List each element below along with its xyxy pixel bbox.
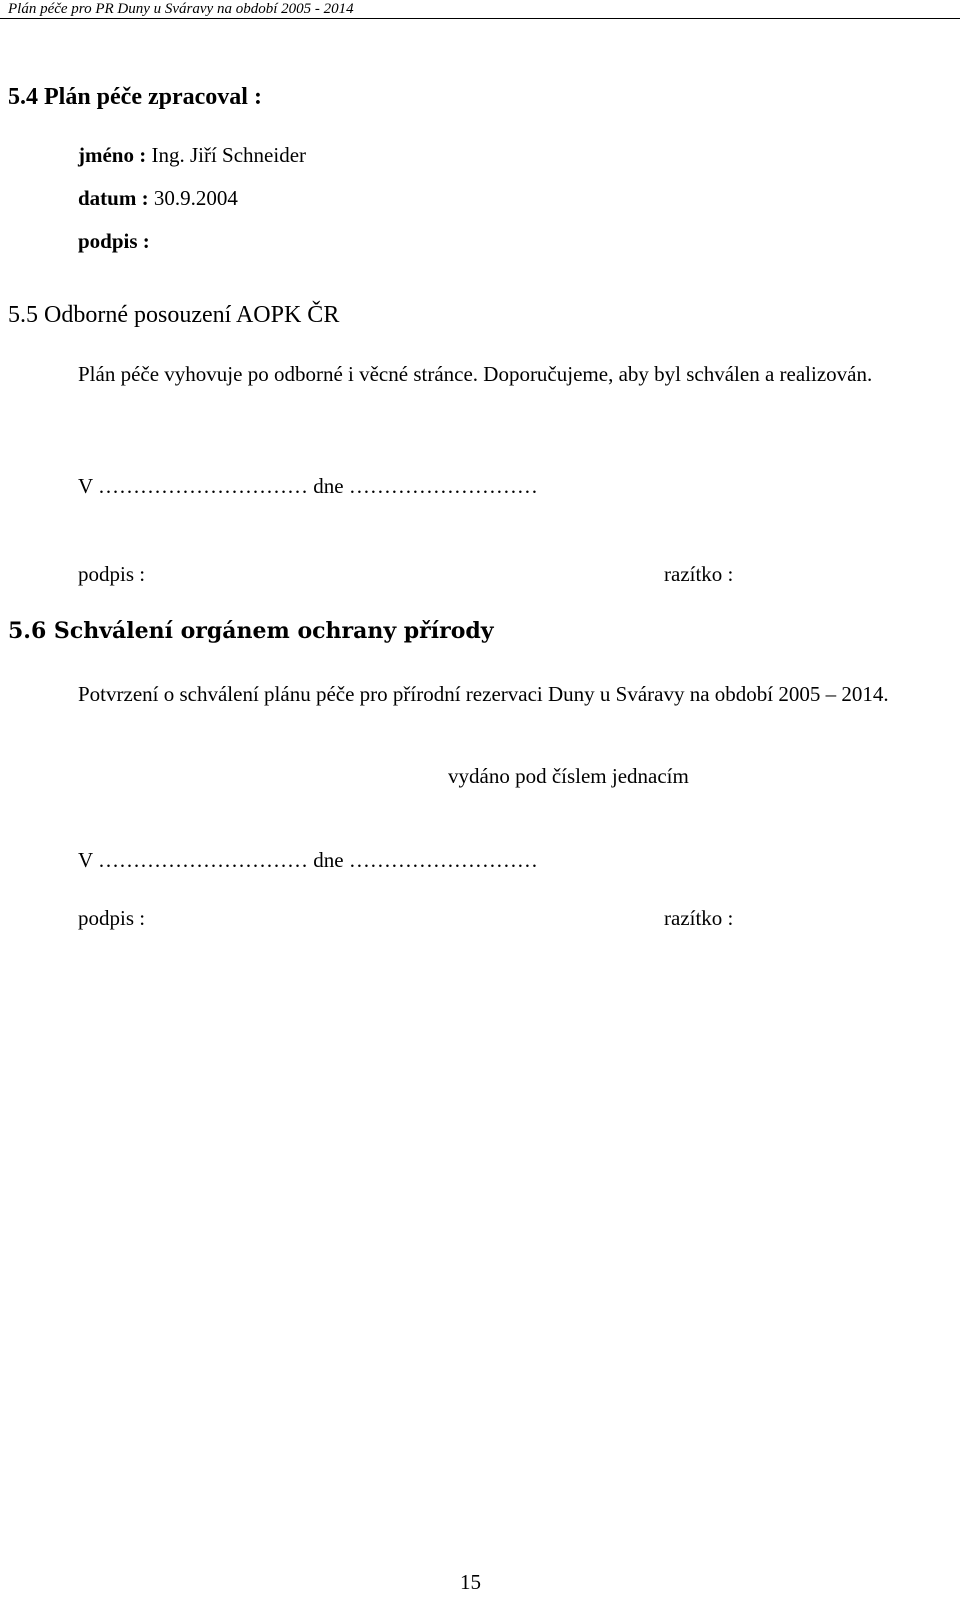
date-label: datum :: [78, 186, 149, 210]
date-value: 30.9.2004: [153, 186, 238, 210]
review-stamp-label: razítko :: [664, 562, 734, 586]
section-heading-5-5: 5.5 Odborné posouzení AOPK ČR: [8, 302, 340, 328]
section-heading-5-6: 5.6 Schválení orgánem ochrany přírody: [8, 618, 494, 644]
author-row: [78, 143, 306, 168]
approval-signature-label: podpis :: [78, 906, 146, 930]
issued-under-text: vydáno pod číslem jednacím: [448, 764, 689, 788]
review-place-date-line: V ………………………… dne ………………………: [78, 474, 538, 498]
page-number: 15: [460, 1570, 481, 1594]
approval-paragraph: Potvrzení o schválení plánu péče pro přírodní rezervaci Duny u Sváravy na období 2005 – 2014.: [78, 682, 889, 706]
approval-place-date-line: V ………………………… dne ………………………: [78, 848, 538, 872]
author-signature-label: podpis :: [78, 229, 150, 253]
review-signature-label: podpis :: [78, 562, 146, 586]
name-label: jméno :: [78, 143, 147, 167]
review-paragraph: Plán péče vyhovuje po odborné i věcné stránce. Doporučujeme, aby byl schválen a realizován.: [78, 362, 873, 386]
section-heading-5-4: 5.4 Plán péče zpracoval :: [8, 84, 262, 110]
approval-stamp-label: razítko :: [664, 906, 734, 930]
running-header: Plán péče pro PR Duny u Sváravy na období 2005 - 2014: [8, 1, 354, 17]
header-rule: [0, 18, 960, 19]
date-row: [78, 186, 238, 211]
name-value: Ing. Jiří Schneider: [151, 143, 307, 167]
